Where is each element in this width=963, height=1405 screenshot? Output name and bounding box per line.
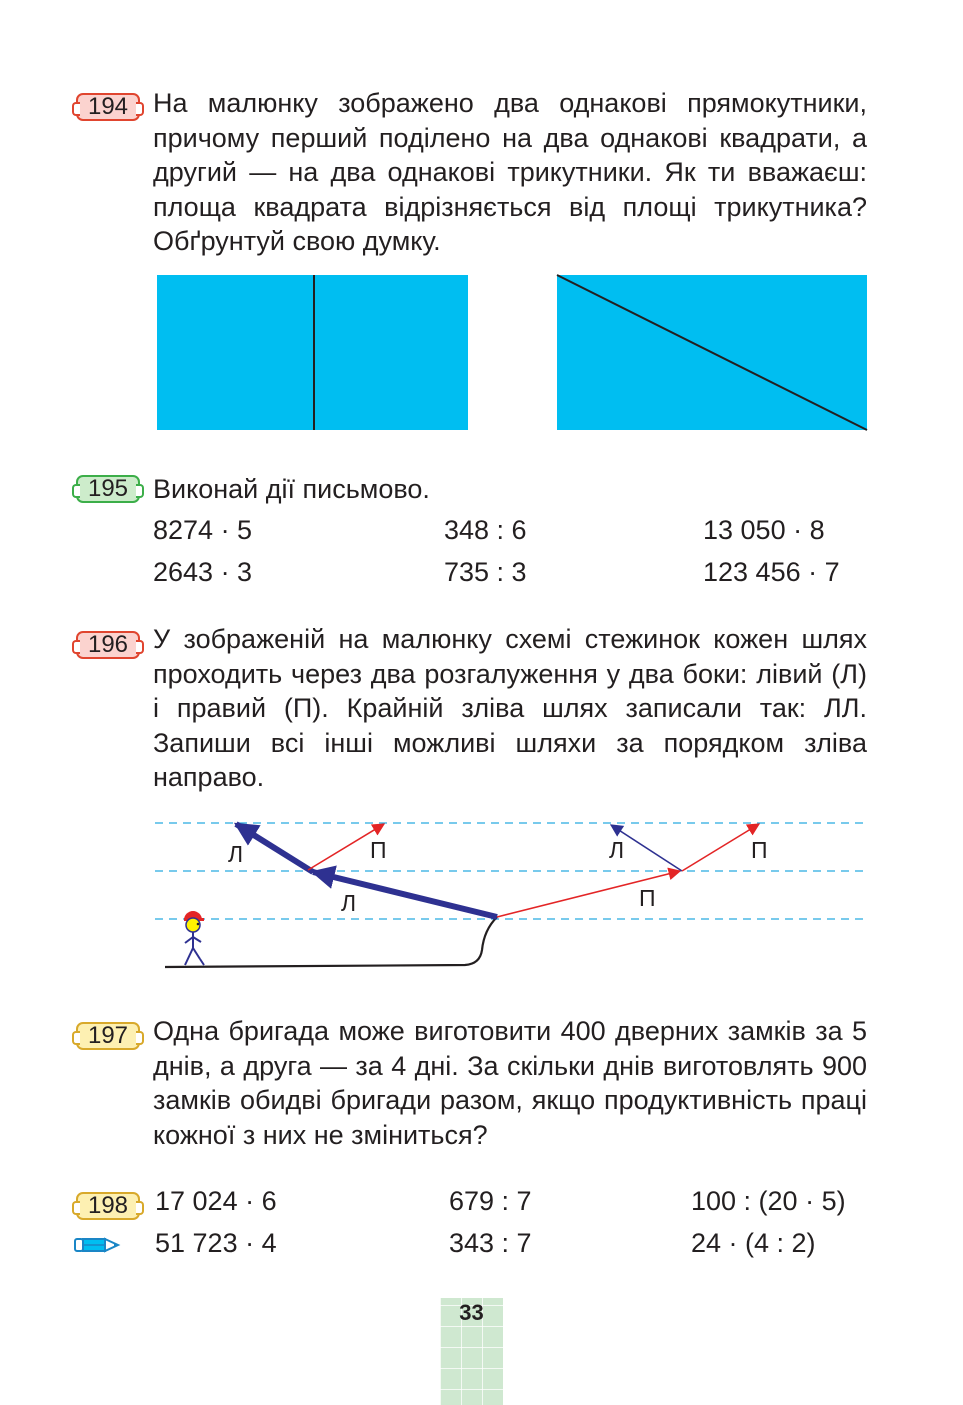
rectangle-squares (157, 275, 468, 430)
expression-195-2: 348 : 6 (444, 515, 527, 545)
path-bold-left-left (236, 824, 313, 872)
expression-198-4: 51 723 · 4 (155, 1228, 277, 1258)
expression-198-2: 679 : 7 (449, 1186, 532, 1216)
task-number-198: 198 (76, 1192, 140, 1220)
label-l-mid: Л (341, 890, 357, 916)
expression-195-5: 735 : 3 (444, 557, 527, 587)
expression-195-4: 2643 · 3 (153, 557, 253, 587)
task-197-text: Одна бригада може виготовити 400 дверних замків за 5 днів, а друга — за 4 дні. За скільки днів виготовлять 900 замків обидві бригади разом, якщо продуктивність праці кожної з них не зміниться? (153, 1016, 867, 1150)
path-right-right (682, 824, 759, 871)
task-number-195: 195 (76, 475, 140, 503)
task-195-text: Виконай дії письмово. (153, 474, 430, 504)
expression-198-1: 17 024 · 6 (155, 1186, 277, 1216)
ground-path (165, 917, 497, 967)
label-p-top-right: П (751, 837, 768, 863)
expression-198-5: 343 : 7 (449, 1228, 532, 1258)
walking-boy-icon (184, 911, 204, 965)
expression-195-1: 8274 · 5 (153, 515, 253, 545)
paths-scheme (150, 810, 870, 980)
pencil-icon (74, 1236, 122, 1254)
page-number: 33 (459, 1300, 484, 1325)
task-number-194: 194 (76, 93, 140, 121)
task-number-197: 197 (76, 1022, 140, 1050)
label-p-top-left: П (370, 837, 387, 863)
task-number-196: 196 (76, 631, 140, 659)
expression-195-6: 123 456 · 7 (703, 557, 840, 587)
task-194-text: На малюнку зображено два однакові прямокутники, причому перший поділено на два однакові квадрати, а другий — на два однакові трикутники. Як ти вважаєш: площа квадрата відрізняється від площі трикутника? Обґрунтуй свою думку. (153, 88, 867, 256)
task-196-text: У зображеній на малюнку схемі стежинок кожен шлях проходить через два розгалуження у два боки: лівий (Л) і правий (П). Крайній зліва шлях записали так: ЛЛ. Запиши всі інші можливі шляхи за порядком зліва направо. (153, 624, 867, 792)
expression-198-3: 100 : (20 · 5) (691, 1186, 846, 1216)
page-number-tab (440, 1298, 503, 1405)
label-l-top-left: Л (228, 841, 244, 867)
expression-195-3: 13 050 · 8 (703, 515, 825, 545)
label-l-top-right: Л (609, 837, 625, 863)
label-p-mid: П (639, 885, 656, 911)
rectangles-figure (150, 270, 875, 440)
expression-198-6: 24 · (4 : 2) (691, 1228, 816, 1258)
